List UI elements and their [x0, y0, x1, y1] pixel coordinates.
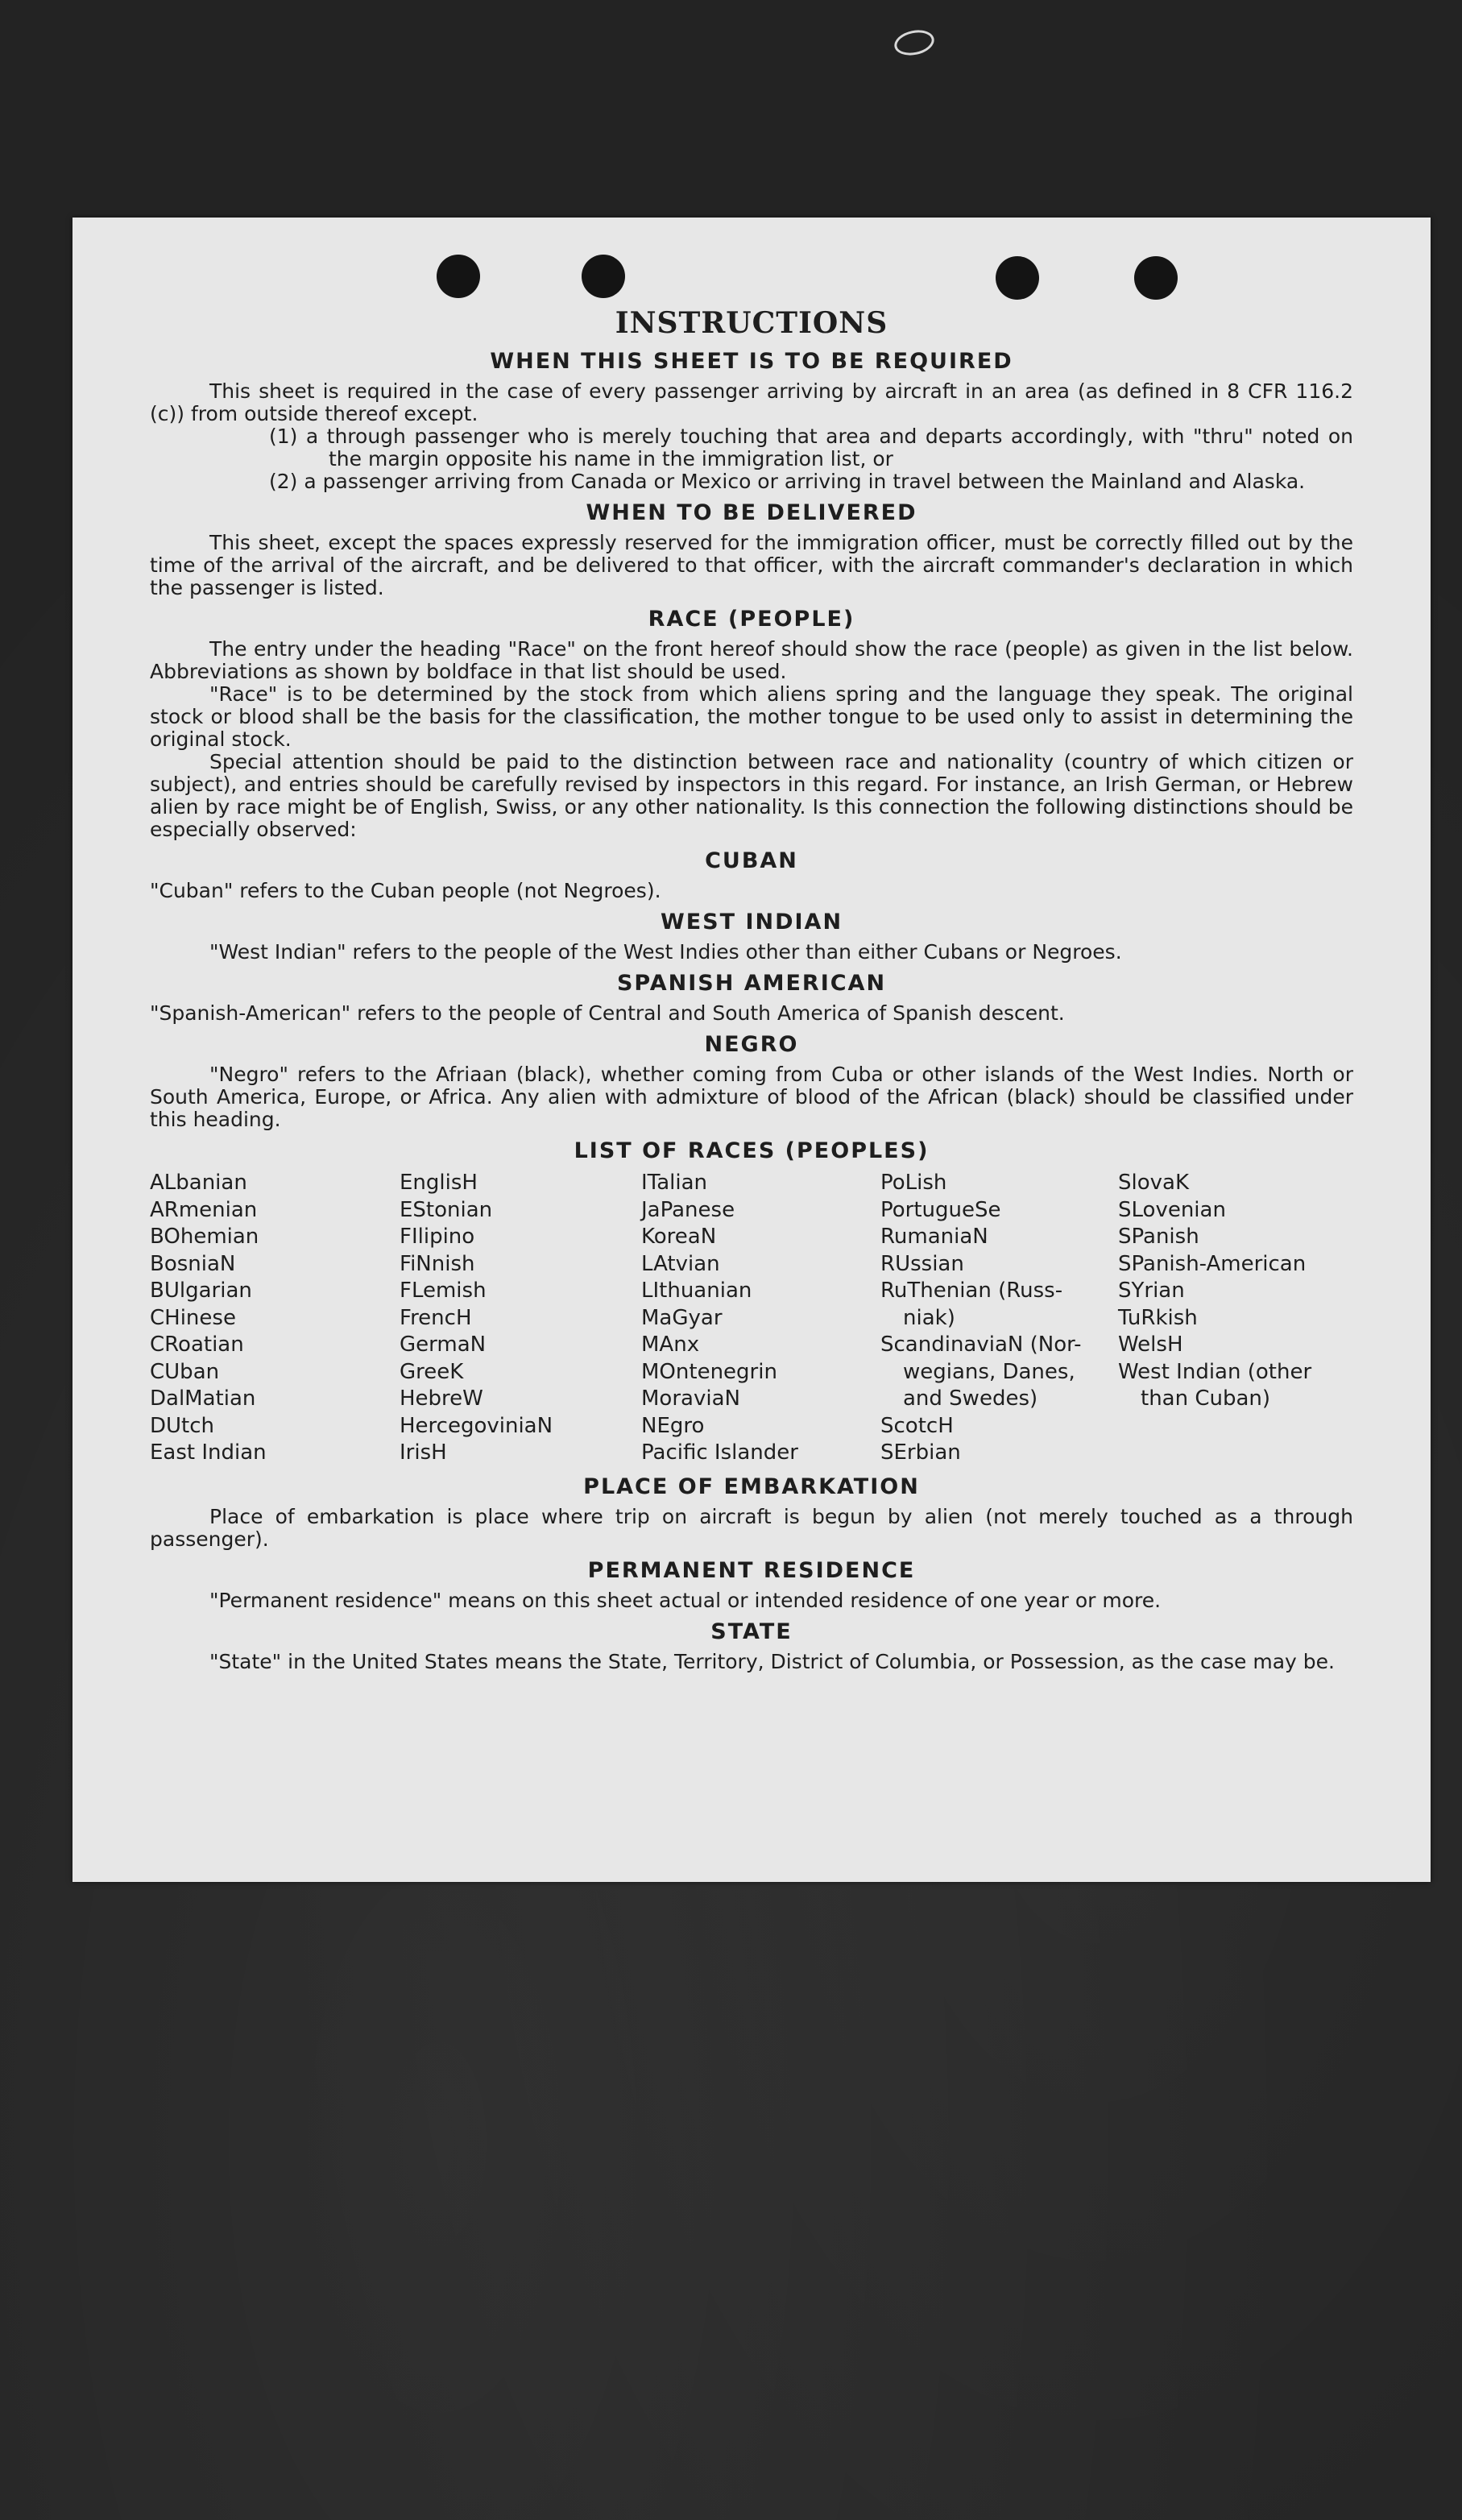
race-item: SPanish-American — [1118, 1251, 1307, 1276]
required-paragraph: This sheet is required in the case of every passenger arriving by aircraft in an area (as defined in 8 CFR 116.2 (c)) from outside thereof except. — [150, 379, 1353, 425]
section-heading-spanish-american: SPANISH AMERICAN — [616, 971, 887, 996]
state-paragraph: "State" in the United States means the State, Territory, District of Columbia, or Possession, as the case may be. — [209, 1649, 1335, 1673]
section-heading-negro: NEGRO — [704, 1032, 799, 1057]
race-item: RuThenian (Russ- — [880, 1279, 1063, 1303]
scan-mark — [892, 27, 936, 59]
race-item: East Indian — [150, 1440, 267, 1465]
race-item: LIthuanian — [641, 1279, 752, 1303]
race-item: MOntenegrin — [641, 1359, 777, 1384]
race-item: RumaniaN — [880, 1225, 988, 1249]
race-item: GermaN — [400, 1333, 487, 1357]
race-item: ALbanian — [150, 1171, 247, 1195]
race-item: ScandinaviaN (Nor- — [880, 1333, 1082, 1357]
race-item: than Cuban) — [1141, 1386, 1271, 1411]
race-item: IrisH — [400, 1440, 447, 1465]
punch-hole — [437, 255, 480, 298]
race-item: CRoatian — [150, 1333, 244, 1357]
section-heading-west-indian: WEST INDIAN — [660, 910, 843, 935]
race-item: RUssian — [880, 1251, 964, 1276]
race-item: HebreW — [400, 1386, 483, 1411]
punch-hole — [996, 256, 1039, 300]
race-item: WelsH — [1118, 1333, 1183, 1357]
instruction-sheet — [72, 218, 1431, 1882]
race-item: KoreaN — [641, 1225, 717, 1249]
race-column-1 — [150, 1170, 400, 1467]
cuban-paragraph: "Cuban" refers to the Cuban people (not Negroes). — [150, 879, 661, 902]
race-item: EnglisH — [400, 1171, 478, 1195]
race-item: and Swedes) — [903, 1386, 1038, 1411]
race-column-2 — [400, 1170, 641, 1467]
punch-hole — [582, 255, 625, 298]
race-item: SErbian — [880, 1440, 961, 1465]
race-item: SPanish — [1118, 1225, 1199, 1249]
section-heading-state: STATE — [710, 1619, 793, 1644]
race-item: PortugueSe — [880, 1197, 1001, 1222]
race-column-3 — [641, 1170, 880, 1467]
west-indian-paragraph: "West Indian" refers to the people of the West Indies other than either Cubans or Negroes. — [209, 940, 1122, 964]
race-item: LAtvian — [641, 1251, 720, 1276]
race-list — [150, 1170, 1353, 1467]
section-heading-required: WHEN THIS SHEET IS TO BE REQUIRED — [490, 349, 1013, 374]
sheet-content — [150, 305, 1353, 1673]
race-item: West Indian (other — [1118, 1359, 1312, 1384]
race-item: PoLish — [880, 1171, 947, 1195]
race-item: FLemish — [400, 1279, 487, 1303]
race-item: ARmenian — [150, 1197, 258, 1222]
race-item: DalMatian — [150, 1386, 256, 1411]
race-item: BUlgarian — [150, 1279, 252, 1303]
race-item: GreeK — [400, 1359, 464, 1384]
race-item: NEgro — [641, 1413, 705, 1438]
race-paragraph-2: "Race" is to be determined by the stock from which aliens spring and the language they speak. The original stock or blood shall be the basis for the classification, the mother tongue to be used only to assist in determining the original stock. — [150, 682, 1353, 751]
punch-hole — [1134, 256, 1178, 300]
race-item: SlovaK — [1118, 1171, 1190, 1195]
race-item: JaPanese — [641, 1197, 735, 1222]
embarkation-paragraph: Place of embarkation is place where trip on aircraft is begun by alien (not merely touched as a through passenger). — [150, 1504, 1353, 1551]
race-item: FrencH — [400, 1305, 472, 1330]
residence-paragraph: "Permanent residence" means on this sheet actual or intended residence of one year or more. — [209, 1588, 1162, 1612]
race-paragraph-3: Special attention should be paid to the distinction between race and nationality (country of which citizen or subject), and entries should be carefully revised by inspectors in this regard. For instance, an Irish German, or Hebrew alien by race might be of English, Swiss, or any other nationality. Is this connection the following distinctions should be especially observed: — [150, 750, 1353, 841]
race-item: CUban — [150, 1359, 220, 1384]
delivered-paragraph: This sheet, except the spaces expressly reserved for the immigration officer, must be correctly filled out by the time of the arrival of the aircraft, and be delivered to that officer, with the aircraft commander's declaration in which the passenger is listed. — [150, 531, 1353, 599]
race-paragraph-1: The entry under the heading "Race" on the front hereof should show the race (people) as given in the list below. Abbreviations as shown by boldface in that list should be used. — [150, 637, 1353, 683]
page-title: INSTRUCTIONS — [615, 306, 888, 340]
race-column-5 — [1118, 1170, 1353, 1467]
race-item: BOhemian — [150, 1225, 259, 1249]
race-item: MaGyar — [641, 1305, 723, 1330]
race-item: ITalian — [641, 1171, 708, 1195]
spanish-american-paragraph: "Spanish-American" refers to the people of Central and South America of Spanish descent. — [150, 1001, 1065, 1025]
race-item: SLovenian — [1118, 1197, 1226, 1222]
section-heading-race: RACE (PEOPLE) — [648, 607, 855, 632]
race-item: wegians, Danes, — [903, 1359, 1075, 1384]
race-item: HercegoviniaN — [400, 1413, 553, 1438]
race-item: FIlipino — [400, 1225, 475, 1249]
required-exception-1: (1) a through passenger who is merely touching that area and departs accordingly, with "thru" noted on the margin opposite his name in the immigration list, or — [269, 425, 1353, 470]
race-item: niak) — [903, 1305, 955, 1330]
negro-paragraph: "Negro" refers to the Afriaan (black), whether coming from Cuba or other islands of the West Indies. North or South America, Europe, or Africa. Any alien with admixture of blood of the African (black) should be classified under this heading. — [150, 1063, 1353, 1131]
race-item: CHinese — [150, 1305, 236, 1330]
race-item: EStonian — [400, 1197, 493, 1222]
section-heading-delivered: WHEN TO BE DELIVERED — [586, 500, 917, 525]
race-item: SYrian — [1118, 1279, 1185, 1303]
race-item: FiNnish — [400, 1251, 475, 1276]
section-heading-cuban: CUBAN — [705, 848, 798, 873]
section-heading-embarkation: PLACE OF EMBARKATION — [583, 1473, 920, 1499]
section-heading-residence: PERMANENT RESIDENCE — [587, 1557, 916, 1583]
race-column-4 — [880, 1170, 1118, 1467]
race-item: MoraviaN — [641, 1386, 740, 1411]
race-item: DUtch — [150, 1413, 215, 1438]
required-exception-2: (2) a passenger arriving from Canada or Mexico or arriving in travel between the Mainland and Alaska. — [269, 470, 1306, 493]
race-item: BosniaN — [150, 1251, 236, 1276]
race-item: ScotcH — [880, 1413, 954, 1438]
race-item: Pacific Islander — [641, 1440, 798, 1465]
race-item: MAnx — [641, 1333, 700, 1357]
race-item: TuRkish — [1118, 1305, 1198, 1330]
section-heading-list: LIST OF RACES (PEOPLES) — [574, 1138, 930, 1163]
